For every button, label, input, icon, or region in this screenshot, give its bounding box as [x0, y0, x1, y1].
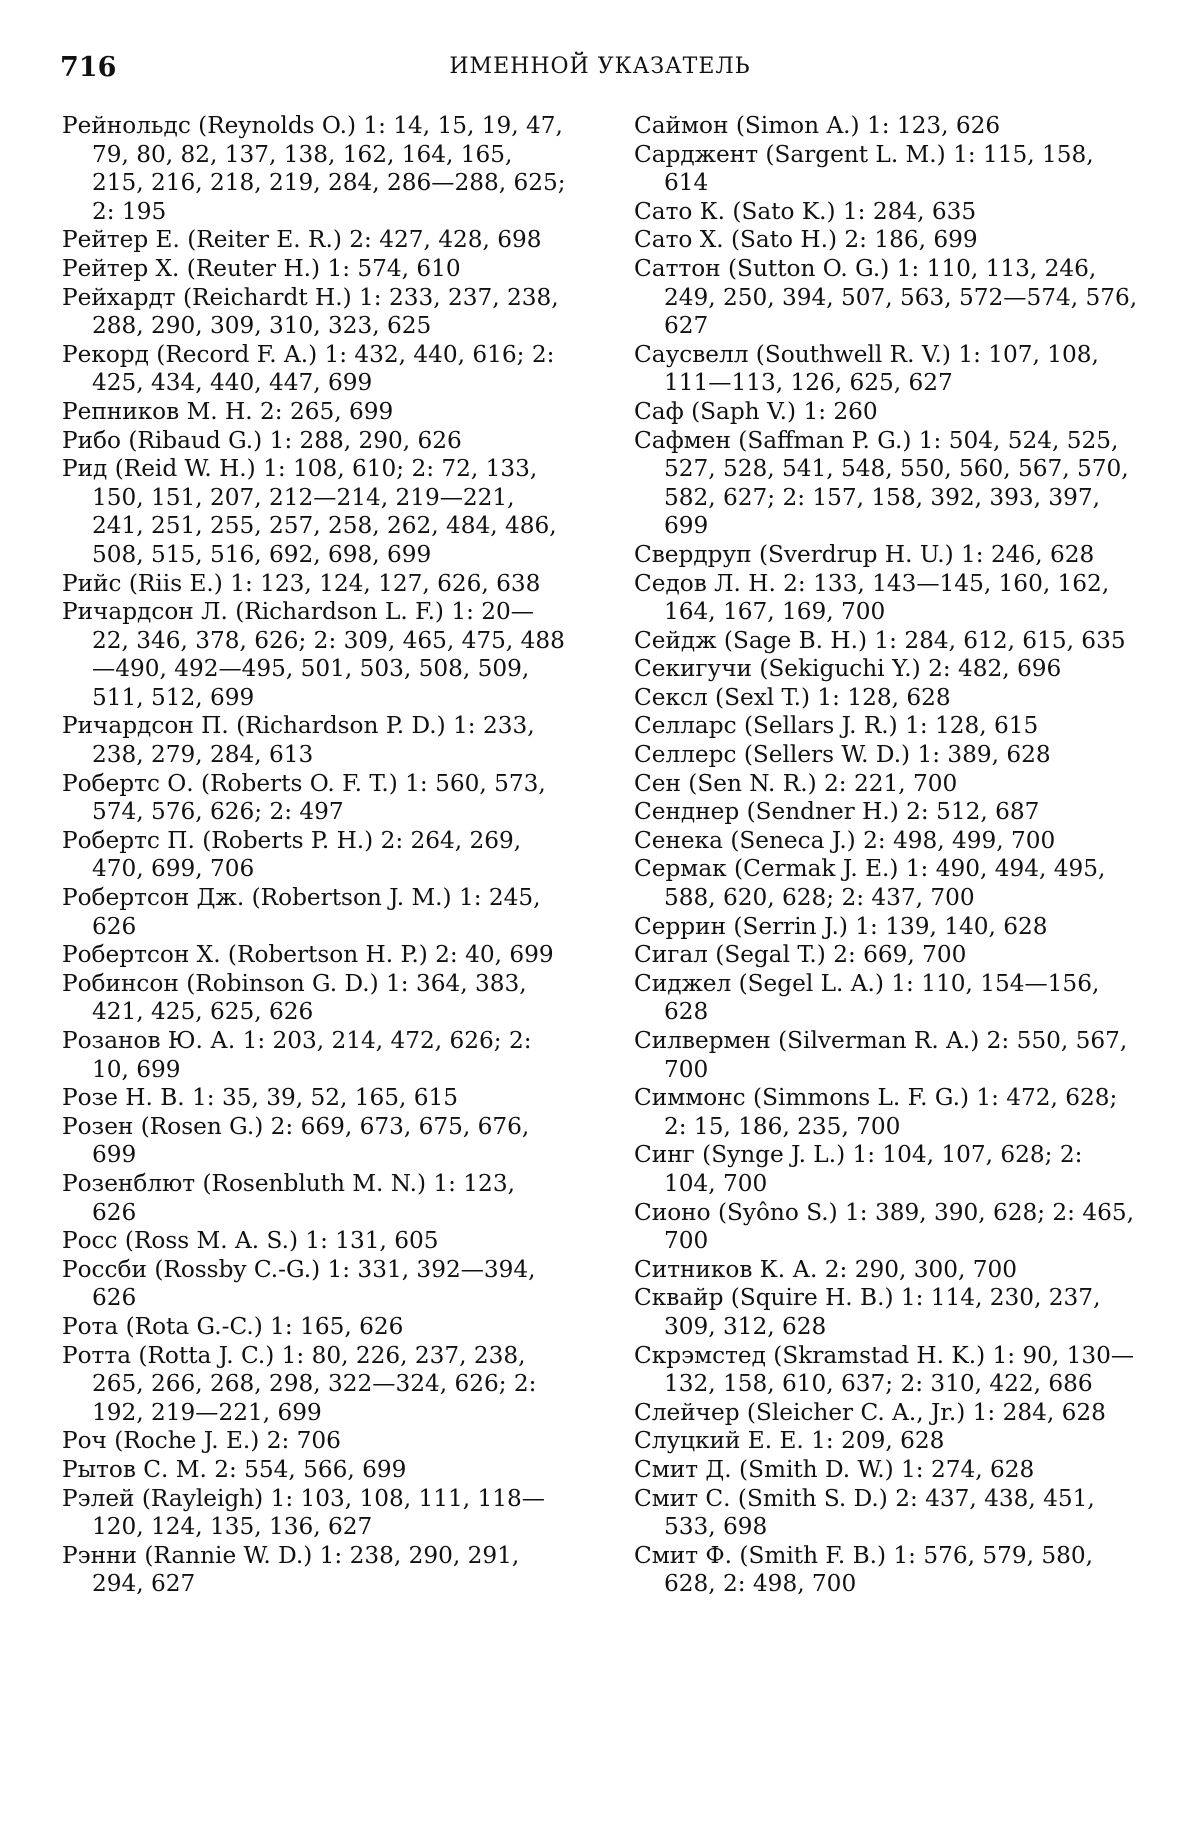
index-entry: Сафмен (Saffman P. G.) 1: 504, 524, 525, 527, 528, 541, 548, 550, 560, 567, 570, 582, 627; 2: 157, 158, 392, 393, 397, 699	[634, 426, 1129, 540]
index-entry: Сенднер (Sendner H.) 2: 512, 687	[634, 798, 1040, 826]
index-entry: Робертс О. (Roberts O. F. T.) 1: 560, 573, 574, 576, 626; 2: 497	[62, 769, 546, 826]
index-entry: Серрин (Serrin J.) 1: 139, 140, 628	[634, 912, 1048, 940]
index-entry: Рота (Rota G.-C.) 1: 165, 626	[62, 1312, 404, 1340]
index-entry: Сионо (Syôno S.) 1: 389, 390, 628; 2: 465, 700	[634, 1198, 1134, 1255]
index-entry: Слуцкий Е. Е. 1: 209, 628	[634, 1427, 945, 1455]
index-entry: Рекорд (Record F. A.) 1: 432, 440, 616; 2: 425, 434, 440, 447, 699	[62, 340, 555, 397]
index-entry: Рэнни (Rannie W. D.) 1: 238, 290, 291, 294, 627	[62, 1541, 520, 1598]
index-entry: Силвермен (Silverman R. A.) 2: 550, 567, 700	[634, 1027, 1128, 1083]
index-entry: Рид (Reid W. H.) 1: 108, 610; 2: 72, 133, 150, 151, 207, 212—214, 219—221, 241, 251, 255, 257, 258, 262, 484, 486, 508, 515, 516, 692, 698, 699	[62, 455, 557, 568]
index-entry: Смит С. (Smith S. D.) 2: 437, 438, 451, 533, 698	[634, 1484, 1095, 1541]
index-entry: Робертсон Дж. (Robertson J. M.) 1: 245, 626	[62, 884, 541, 940]
index-entry: Смит Ф. (Smith F. B.) 1: 576, 579, 580, 628, 2: 498, 700	[634, 1541, 1093, 1598]
index-entry: Саф (Saph V.) 1: 260	[634, 397, 878, 425]
index-entry: Розанов Ю. А. 1: 203, 214, 472, 626; 2: 10, 699	[62, 1027, 532, 1083]
index-entry: Сигал (Segal T.) 2: 669, 700	[634, 941, 967, 969]
index-entry: Секигучи (Sekiguchi Y.) 2: 482, 696	[634, 655, 1062, 683]
index-entry: Сейдж (Sage B. H.) 1: 284, 612, 615, 635	[634, 626, 1126, 654]
index-entry: Саттон (Sutton O. G.) 1: 110, 113, 246, 249, 250, 394, 507, 563, 572—574, 576, 627	[634, 254, 1138, 340]
page-header	[60, 52, 1140, 92]
index-entry: Рейнольдс (Reynolds O.) 1: 14, 15, 19, 47, 79, 80, 82, 137, 138, 162, 164, 165, 215, 216, 218, 219, 284, 286—288, 625; 2: 195	[62, 112, 566, 225]
index-entry: Рибо (Ribaud G.) 1: 288, 290, 626	[62, 426, 462, 454]
index-entry: Робинсон (Robinson G. D.) 1: 364, 383, 421, 425, 625, 626	[62, 969, 527, 1026]
index-entry: Скрэмстед (Skramstad H. K.) 1: 90, 130—132, 158, 610, 637; 2: 310, 422, 686	[634, 1341, 1135, 1398]
index-entry: Саймон (Simon A.) 1: 123, 626	[634, 112, 1001, 139]
index-entry: Ричардсон Л. (Richardson L. F.) 1: 20—22, 346, 378, 626; 2: 309, 465, 475, 488—490, 492—495, 501, 503, 508, 509, 511, 512, 699	[62, 598, 565, 711]
index-entry: Сен (Sen N. R.) 2: 221, 700	[634, 769, 958, 797]
index-entry: Рейтер Е. (Reiter E. R.) 2: 427, 428, 698	[62, 226, 542, 254]
index-entry: Сиджел (Segel L. A.) 1: 110, 154—156, 628	[634, 969, 1100, 1026]
running-title: ИМЕННОЙ УКАЗАТЕЛЬ	[449, 54, 751, 79]
index-entry: Розен (Rosen G.) 2: 669, 673, 675, 676, 699	[62, 1112, 530, 1169]
index-columns	[62, 112, 1138, 1599]
index-entry: Рийс (Riis E.) 1: 123, 124, 127, 626, 638	[62, 569, 541, 597]
page-number: 716	[60, 52, 117, 83]
index-entry: Сенека (Seneca J.) 2: 498, 499, 700	[634, 826, 1056, 854]
left-column	[62, 112, 566, 1599]
index-entry: Слейчер (Sleicher C. A., Jr.) 1: 284, 628	[634, 1398, 1106, 1426]
index-entry: Росс (Ross M. A. S.) 1: 131, 605	[62, 1227, 439, 1255]
index-entry: Ротта (Rotta J. C.) 1: 80, 226, 237, 238, 265, 266, 268, 298, 322—324, 626; 2: 192, 219—221, 699	[62, 1341, 537, 1426]
index-entry: Ричардсон П. (Richardson P. D.) 1: 233, 238, 279, 284, 613	[62, 712, 535, 769]
index-entry: Рытов С. М. 2: 554, 566, 699	[62, 1455, 407, 1483]
index-entry: Розе Н. В. 1: 35, 39, 52, 165, 615	[62, 1084, 458, 1112]
index-entry: Сарджент (Sargent L. M.) 1: 115, 158, 614	[634, 140, 1094, 197]
index-entry: Робертс П. (Roberts P. H.) 2: 264, 269, 470, 699, 706	[62, 826, 522, 883]
index-entry: Свердруп (Sverdrup H. U.) 1: 246, 628	[634, 540, 1095, 568]
index-entry: Россби (Rossby C.-G.) 1: 331, 392—394, 626	[62, 1255, 536, 1312]
index-entry: Рейхардт (Reichardt H.) 1: 233, 237, 238, 288, 290, 309, 310, 323, 625	[62, 283, 559, 340]
index-entry: Смит Д. (Smith D. W.) 1: 274, 628	[634, 1455, 1035, 1483]
index-entry: Селларс (Sellars J. R.) 1: 128, 615	[634, 712, 1039, 740]
index-entry: Синг (Synge J. L.) 1: 104, 107, 628; 2: 104, 700	[634, 1141, 1083, 1197]
index-entry: Селлерс (Sellers W. D.) 1: 389, 628	[634, 741, 1051, 769]
index-entry: Роч (Roche J. E.) 2: 706	[62, 1427, 341, 1455]
index-entry: Сато К. (Sato K.) 1: 284, 635	[634, 197, 977, 225]
index-entry: Сато Х. (Sato H.) 2: 186, 699	[634, 226, 978, 254]
index-entry: Розенблют (Rosenbluth M. N.) 1: 123, 626	[62, 1169, 515, 1226]
index-entry: Симмонс (Simmons L. F. G.) 1: 472, 628; 2: 15, 186, 235, 700	[634, 1084, 1118, 1140]
right-column	[634, 112, 1138, 1599]
index-entry: Сермак (Cermak J. E.) 1: 490, 494, 495, 588, 620, 628; 2: 437, 700	[634, 855, 1106, 912]
index-entry: Сквайр (Squire H. B.) 1: 114, 230, 237, 309, 312, 628	[634, 1284, 1101, 1340]
index-entry: Рэлей (Rayleigh) 1: 103, 108, 111, 118—120, 124, 135, 136, 627	[62, 1484, 545, 1541]
index-entry: Седов Л. Н. 2: 133, 143—145, 160, 162, 164, 167, 169, 700	[634, 569, 1110, 626]
index-entry: Репников М. Н. 2: 265, 699	[62, 397, 394, 425]
index-entry: Ситников К. А. 2: 290, 300, 700	[634, 1255, 1017, 1283]
index-entry: Робертсон Х. (Robertson H. P.) 2: 40, 699	[62, 941, 554, 969]
index-entry: Саусвелл (Southwell R. V.) 1: 107, 108, 111—113, 126, 625, 627	[634, 340, 1099, 397]
index-entry: Рейтер X. (Reuter H.) 1: 574, 610	[62, 254, 461, 282]
index-entry: Сексл (Sexl T.) 1: 128, 628	[634, 683, 951, 711]
